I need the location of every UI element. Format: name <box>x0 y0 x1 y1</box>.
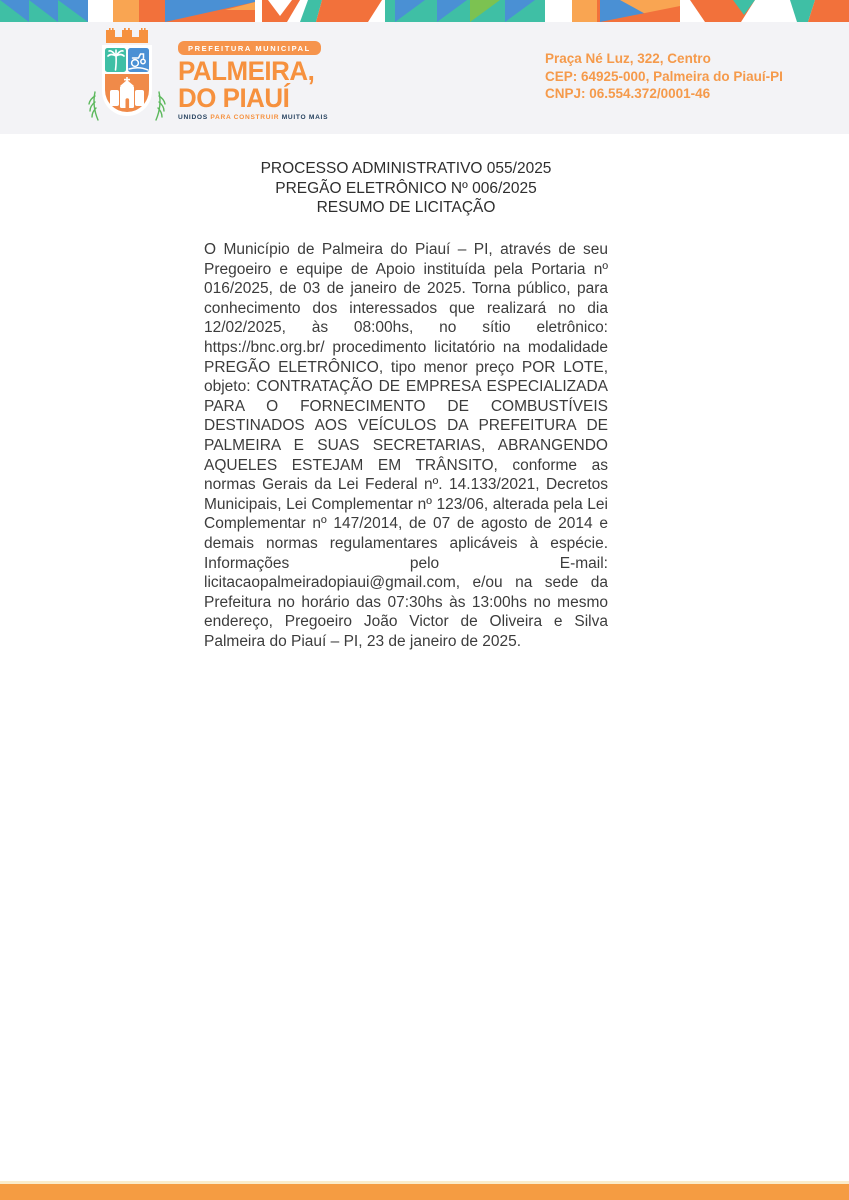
logo-text-block <box>178 28 328 130</box>
slogan-part1: UNIDOS <box>178 114 208 121</box>
address-street: Praça Né Luz, 322, Centro <box>545 51 711 66</box>
slogan-part3: MUITO MAIS <box>281 114 329 121</box>
crown-icon <box>106 28 148 43</box>
title-pregao: PREGÃO ELETRÔNICO Nº 006/2025 <box>275 179 537 197</box>
address-cep: CEP: 64925-000, Palmeira do Piauí-PI <box>545 68 783 84</box>
prefeitura-badge: PREFEITURA MUNICIPAL <box>178 41 321 55</box>
footer-orange-bar <box>0 1181 849 1200</box>
address-cnpj: CNPJ: 06.554.372/0001-46 <box>545 86 711 101</box>
coat-of-arms-icon <box>84 28 170 130</box>
title-processo: PROCESSO ADMINISTRATIVO 055/2025 <box>260 160 552 177</box>
document-title <box>204 159 608 218</box>
festive-pattern-icon <box>0 0 849 22</box>
title-resumo: RESUMO DE LICITAÇÃO <box>316 199 496 217</box>
slogan-part2: PARA CONSTRUIR <box>210 114 280 121</box>
logo-title-line1: PALMEIRA, <box>178 56 315 86</box>
municipal-logo <box>84 28 328 130</box>
document-body-paragraph: O Município de Palmeira do Piauí – PI, através de seu Pregoeiro e equipe de Apoio instituída pela Portaria nº 016/2025, de 03 de janeiro de 2025. Torna público, para conhecimento dos interessados que realizará no dia 12/02/2025, às 08:00hs, no sítio eletrônico: https://bnc.org.br/ procedimento licitatório na modalidade PREGÃO ELETRÔNICO, tipo menor preço POR LOTE, objeto: CONTRATAÇÃO DE EMPRESA ESPECIALIZADA PARA O FORNECIMENTO DE COMBUSTÍVEIS DESTINADOS AOS VEÍCULOS DA PREFEITURA DE PALMEIRA E SUAS SECRETARIAS, ABRANGENDO AQUELES ESTEJAM EM TRÂNSITO, conforme as normas Gerais da Lei Federal nº. 14.133/2021, Decretos Municipais, Lei Complementar nº 123/06, alterada pela Lei Complementar nº 147/2014, de 07 de agosto de 2014 e demais normas regulamentares aplicáveis à espécie. Informações pelo E-mail: licitacaopalmeiradopiaui@gmail.com, e/ou na sede da Prefeitura no horário das 07:30hs às 13:00hs no mesmo endereço, Pregoeiro João Victor de Oliveira e Silva Palmeira do Piauí – PI, 23 de janeiro de 2025. <box>204 241 608 650</box>
letterhead <box>0 22 849 134</box>
festive-top-border <box>0 0 849 22</box>
logo-slogan <box>178 114 328 121</box>
municipality-address <box>545 50 783 103</box>
logo-title-line2: DO PIAUÍ <box>178 83 290 113</box>
